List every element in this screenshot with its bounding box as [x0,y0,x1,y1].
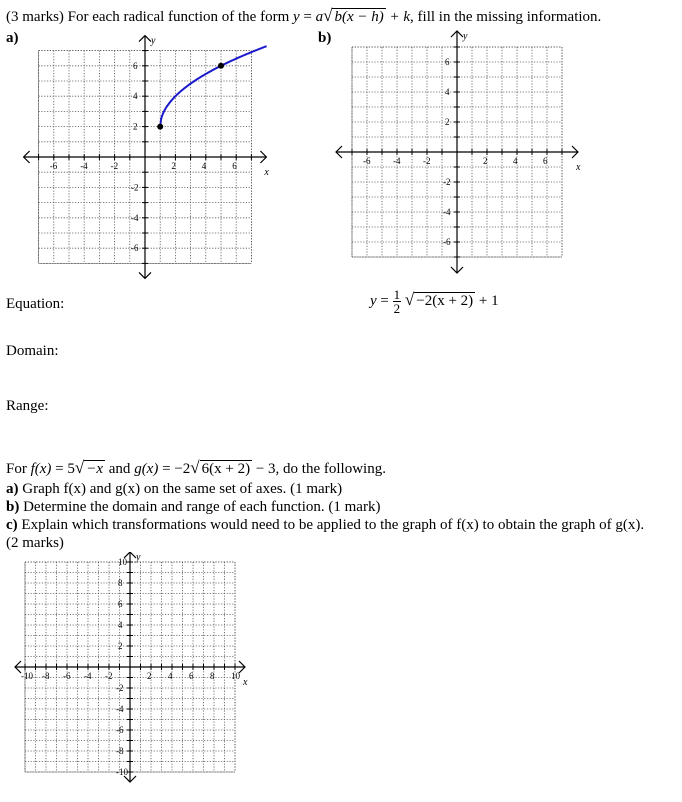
curve-start-point [157,124,163,130]
y-tick-label: 6 [133,60,138,71]
marks-text: (3 marks) [6,9,64,25]
graph-a [10,30,280,288]
y-tick-label: 6 [445,57,450,67]
q2-part-c-marks: (2 marks) [6,535,64,551]
x-tick-label: -4 [84,671,92,681]
y-tick-label: 8 [118,578,123,588]
x-tick-label: -2 [110,161,119,171]
x-tick-label: -2 [423,156,431,166]
question1-prompt: (3 marks) For each radical function of the form y = a√ b(x − h) + k, fill in the missing information. [6,6,602,25]
y-axis-label: y [136,552,141,563]
y-tick-label: -2 [443,177,451,187]
x-tick-label: 6 [189,671,194,681]
x-axis-label: x [576,162,581,173]
domain-label: Domain: [6,343,59,359]
y-tick-label: 10 [118,557,127,567]
x-tick-label: -2 [105,671,113,681]
q2-part-c [6,517,644,534]
form-radical: √ b(x − h) [323,6,384,25]
q2-f-radical: √ −x [74,458,104,477]
equation-b: y = $\frac{1}{2}$ √ −2(x + 2) + 1 [370,287,499,316]
question2-intro: For f(x) = 5√ −x and g(x) = −2√ 6(x + 2) − 3, do the following. [6,458,386,477]
x-tick-label: 6 [543,156,548,166]
q2-part-a [6,481,342,498]
x-tick-label: 6 [232,161,237,171]
y-tick-label: 2 [133,121,138,132]
x-tick-label: -4 [393,156,401,166]
y-tick-label: -4 [116,704,124,714]
y-tick-label: -4 [443,207,451,217]
q2-g-name: g(x) [134,461,159,477]
x-tick-label: -6 [63,671,71,681]
q2-part-c-label: c) [6,517,18,533]
eq-b-radicand: −2(x + 2) [416,292,474,309]
y-tick-label: 4 [133,91,138,102]
q2-f-name: f(x) [30,461,52,477]
q2-f-radicand: −x [86,461,104,477]
y-tick-label: -6 [116,725,124,735]
form-a: a [315,9,324,25]
q2-part-b-label: b) [6,499,20,515]
y-axis-label: y [151,35,156,47]
q2-and: and [108,461,131,477]
x-tick-label: 2 [483,156,488,166]
graph-b [332,30,592,278]
radical-curve [160,46,266,126]
graph-c [6,552,262,800]
q2-g-radicand: 6(x + 2) [201,461,251,477]
x-tick-label: -6 [49,161,58,171]
q2-g-coef: −2 [174,461,191,477]
eq-b-tail: + 1 [478,292,499,309]
form-lhs: y [293,9,300,25]
curve-point [218,63,224,69]
q2-part-a-text: Graph f(x) and g(x) on the same set of axes. (1 mark) [22,481,343,497]
q2-part-b-text: Determine the domain and range of each function. (1 mark) [23,499,381,515]
y-tick-label: 2 [118,641,123,651]
x-axis-label: x [264,167,269,178]
y-tick-label: -6 [443,237,451,247]
y-axis-label: y [463,31,468,42]
q2-for: For [6,461,27,477]
range-label: Range: [6,398,49,414]
q2-g-radical: √ 6(x + 2) [190,458,251,477]
eq-b-lhs: y [370,292,377,309]
x-tick-label: -10 [21,671,33,681]
q2-f-coef: 5 [67,461,75,477]
y-tick-label: -2 [131,182,139,193]
y-tick-label: -8 [116,746,124,756]
y-tick-label: 6 [118,599,123,609]
x-tick-label: 8 [210,671,215,681]
y-tick-label: -2 [116,683,124,693]
x-tick-label: -8 [42,671,50,681]
x-tick-label: 4 [168,671,173,681]
x-tick-label: 10 [231,671,240,681]
q2-part-c-text: Explain which transformations would need to be applied to the graph of f(x) to obtain the graph of g(x). [21,517,645,533]
form-tail: + k [389,9,411,25]
eq-b-fraction [393,288,402,315]
eq-b-radical: √ −2(x + 2) [404,289,474,309]
eq-b-den: 2 [393,301,401,316]
x-tick-label: 4 [201,161,207,171]
x-tick-label: -4 [80,161,88,171]
q2-part-a-label: a) [6,481,19,497]
part-a-label: a) [6,30,19,46]
part-b-label: b) [318,30,332,46]
prompt-before: For each radical function of the form [67,9,290,25]
y-tick-label: 2 [445,117,450,127]
q2-part-b [6,499,380,516]
y-tick-label: -6 [131,243,139,254]
eq-b-num: 1 [393,287,401,302]
x-tick-label: -6 [363,156,371,166]
y-tick-label: 4 [118,620,123,630]
y-tick-label: 4 [445,87,450,97]
y-tick-label: -4 [131,212,139,223]
y-tick-label: -10 [116,767,128,777]
q2-g-tail: − 3, do the following. [255,461,386,477]
form-inner: b(x − h) [334,9,384,25]
x-tick-label: 4 [513,156,518,166]
x-tick-label: 2 [171,161,176,171]
equation-label: Equation: [6,296,65,312]
x-axis-label: x [243,677,248,688]
prompt-after: , fill in the missing information. [410,9,602,25]
x-tick-label: 2 [147,671,152,681]
